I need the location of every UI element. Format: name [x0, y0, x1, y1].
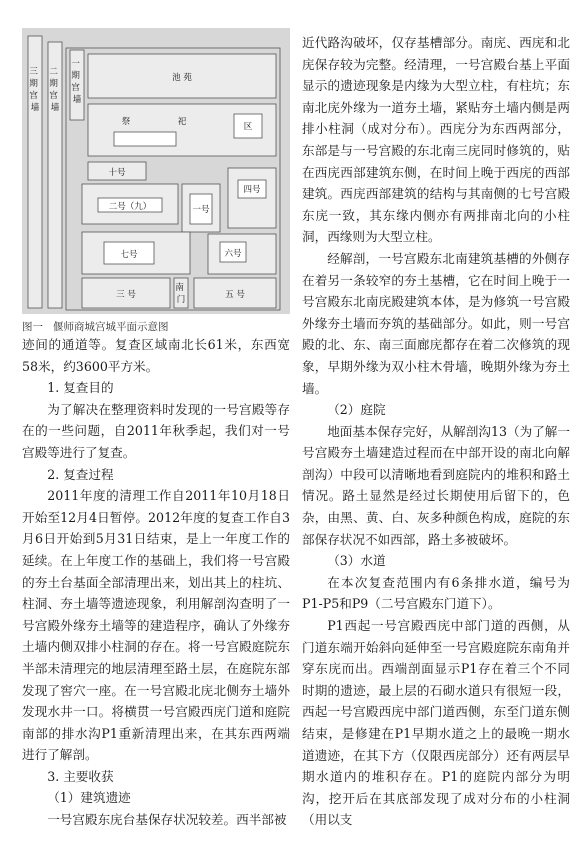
label-qu: 区 — [243, 122, 253, 132]
right-paragraph: 在本次复查范围内有6条排水道，编号为P1-P5和P9（二号宫殿东门道下）。 — [302, 574, 570, 612]
subsection-heading: （1）建筑遗迹 — [47, 790, 131, 806]
left-paragraph: 迹间的通道等。复查区域南北长61米，东西宽58米，约3600平方米。 — [22, 337, 290, 374]
section-heading: 3. 主要收获 — [47, 768, 114, 784]
label-ji: 祭 — [121, 117, 131, 127]
section-heading: 1. 复查目的 — [47, 380, 114, 396]
ritual-small-building — [114, 132, 176, 146]
label-si: 祀 — [177, 117, 187, 127]
label-no4: 四号 — [243, 185, 261, 195]
label-pool-garden: 池 苑 — [172, 73, 192, 83]
left-text — [22, 334, 290, 831]
left-paragraph: 一号宫殿东庑台基保存状况较差。西半部被 — [47, 812, 287, 828]
left-paragraph: 2011年度的清理工作自2011年10月18日开始至12月4日暂停。2012年度的复查工作自3月6日开始到5月31日结束，是上一年度工作的延续。在上年度工作的基础上，我们将一号宫殿的夯土台基面全部清理出来，划出其上的柱坑、柱洞、夯土墙等遗迹现象，利用解剖沟查明了一号宫殿外缘夯土墙等的建造程序，确认了外缘夯土墙内侧双排小柱洞的存在。将一号宫殿庭院东半部未清理完的地层清理至路土层，在庭院东部发现了窖穴一座。在一号宫殿北庑北侧夯土墙外发现水井一口。将横贯一号宫殿西庑门道和庭院南部的排水沟P1重新清理出来，在其东西两端进行了解剖。 — [22, 488, 290, 763]
label-no3: 三 号 — [116, 290, 136, 300]
right-paragraph: 近代路沟破坏，仅存基槽部分。南庑、西庑和北庑保存较为完整。经清理，一号宫殿台基上平面显示的遗迹现象是内缘为大型立柱，有柱坑；东南北庑外缘为一道夯土墙，紧贴夯土墙内侧是两排小柱洞（成对分布）。西庑分为东西两部分，东部是与一号宫殿的东北南三庑同时修筑的，贴在西庑西部建筑东侧，在时间上晚于西庑的西部建筑。西庑西部建筑的结构与其南侧的七号宫殿东庑一致，其东缘内侧亦有两排南北向的小柱洞，西缘则为大型立柱。 — [302, 35, 570, 245]
label-wall3: 三 期 宫 墙 — [29, 67, 40, 113]
subsection-heading: （3）水道 — [327, 553, 386, 569]
right-paragraph: 经解剖，一号宫殿东北南建筑基槽的外侧存在着另一条较窄的夯土基槽，它在时间上晚于一号宫殿东北南庑殿建筑本体，是为修筑一号宫殿外缘夯土墙而夯筑的基础部分。如此，则一号宫殿的北、东、南三面廊庑都存在着二次修筑的现象，早期外缘为双小柱木骨墙，晚期外缘为夯土墙。 — [302, 250, 570, 396]
site-plan-figure — [22, 28, 290, 314]
label-no7: 七号 — [120, 250, 138, 260]
subsection-heading: （2）庭院 — [327, 402, 386, 418]
label-no5: 五 号 — [225, 290, 245, 300]
left-column — [22, 28, 290, 831]
section-heading: 2. 复查过程 — [47, 466, 114, 482]
label-no2: 二号（九） — [108, 202, 152, 212]
left-paragraph: 为了解决在整理资料时发现的一号宫殿等存在的一些问题，自2011年秋季起，我们对一号宫殿等进行了复查。 — [22, 401, 290, 460]
label-wall2: 二 期 宫 墙 — [49, 67, 60, 113]
label-no1: 一号 — [192, 205, 210, 215]
right-paragraph: 地面基本保存完好，从解剖沟13（为了解一号宫殿夯土墙建造过程而在中部开设的南北向解剖沟）中段可以清晰地看到庭院内的堆积和路土情况。路土显然是经过长期使用后留下的，色杂，由黑、黄、白、灰多种颜色构成，庭院的东部保存状况不如西部，路土多被破坏。 — [302, 423, 570, 547]
site-plan-map — [22, 28, 290, 314]
figure-caption — [22, 320, 290, 334]
right-column — [302, 32, 570, 831]
figure-caption-number: 图一 — [22, 321, 43, 333]
label-south-gate: 南 门 — [175, 283, 186, 305]
label-no6: 六号 — [224, 249, 242, 259]
figure-caption-title: 偃师商城宫城平面示意图 — [53, 321, 169, 333]
right-paragraph: P1西起一号宫殿西庑中部门道的西侧，从门道东端开始斜向延伸至一号宫殿庭院东南角并穿东庑而出。西端剖面显示P1存在着三个不同时期的遗迹，最上层的石砌水道只有很短一段，西起一号宫殿西庑中部门道西侧，东至门道东侧结束，是修建在P1早期水道之上的最晚一期水道遗迹，在其下方（仅限西庑部分）还有两层早期水道内的堆积存在。P1的庭院内部分为明沟，挖开后在其底部发现了成对分布的小柱洞（用以支 — [302, 618, 570, 828]
label-wall1: 一 期 宫 墙 — [71, 59, 82, 105]
label-no10: 十号 — [108, 168, 126, 178]
